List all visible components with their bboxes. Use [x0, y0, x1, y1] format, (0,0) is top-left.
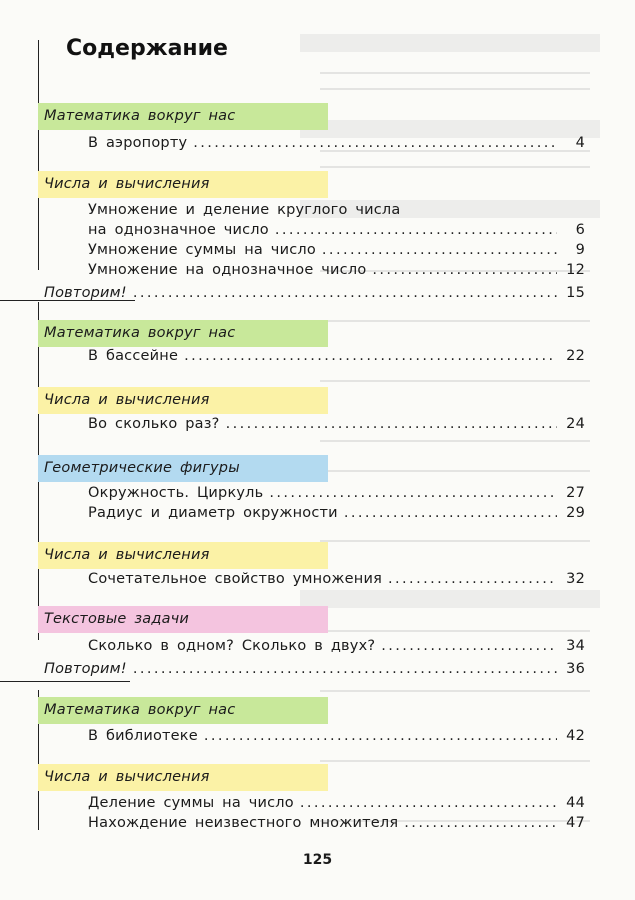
dot-leader — [269, 483, 557, 503]
dot-leader — [193, 133, 557, 153]
toc-entry-text: В бассейне — [88, 348, 179, 364]
dot-leader — [184, 346, 557, 366]
dot-leader — [300, 793, 557, 813]
toc-entry-pool[interactable] — [88, 346, 585, 366]
section-header-numbers: Числа и вычисления — [38, 387, 328, 414]
dot-leader — [372, 260, 557, 280]
toc-entry-text: Умножение и деление круглого числа — [88, 202, 401, 218]
toc-entry-page: 24 — [566, 416, 585, 432]
toc-entry-page: 4 — [575, 135, 585, 151]
section-header-math-around: Математика вокруг нас — [38, 320, 328, 347]
toc-entry-sum-divide[interactable] — [88, 793, 585, 813]
toc-entry-text: Во сколько раз? — [88, 416, 220, 432]
toc-entry-page: 47 — [566, 815, 585, 831]
section-header-numbers: Числа и вычисления — [38, 764, 328, 791]
review-rule-2 — [0, 681, 130, 682]
section-header-math-around: Математика вокруг нас — [38, 697, 328, 724]
toc-entry-page: 6 — [575, 222, 585, 238]
dot-leader — [133, 283, 557, 303]
toc-review-2[interactable] — [44, 659, 585, 679]
toc-entry-circle-compass[interactable] — [88, 483, 585, 503]
toc-entry-how-many-times[interactable] — [88, 414, 585, 434]
toc-entry-text: Нахождение неизвестного множителя — [88, 815, 399, 831]
left-rule-1 — [38, 40, 39, 270]
section-header-word-problems: Текстовые задачи — [38, 606, 328, 633]
toc-entry-airport[interactable] — [88, 133, 585, 153]
toc-entry-page: 36 — [566, 661, 585, 677]
dot-leader — [133, 659, 557, 679]
toc-entry-text: В библиотеке — [88, 728, 198, 744]
toc-entry-text: В аэропорту — [88, 135, 188, 151]
section-header-geometry: Геометрические фигуры — [38, 455, 328, 482]
dot-leader — [226, 414, 557, 434]
toc-entry-library[interactable] — [88, 726, 585, 746]
toc-entry-one-two[interactable] — [88, 636, 585, 656]
dot-leader — [388, 569, 557, 589]
toc-entry-text: на однозначное число — [88, 222, 269, 238]
toc-entry-page: 34 — [566, 638, 585, 654]
toc-entry-radius-diameter[interactable] — [88, 503, 585, 523]
page-title: Содержание — [66, 36, 228, 61]
toc-entry-page: 22 — [566, 348, 585, 364]
toc-entry-page: 15 — [566, 285, 585, 301]
dot-leader — [404, 813, 557, 833]
toc-entry-text: Сочетательное свойство умножения — [88, 571, 383, 587]
toc-entry-page: 27 — [566, 485, 585, 501]
dot-leader — [322, 240, 557, 260]
toc-entry-text: Радиус и диаметр окружности — [88, 505, 338, 521]
toc-entry-round-number[interactable] — [88, 220, 585, 240]
page-number: 125 — [302, 852, 333, 868]
review-label: Повторим! — [44, 285, 127, 301]
dot-leader — [381, 636, 557, 656]
toc-entry-unknown-factor[interactable] — [88, 813, 585, 833]
toc-review-1[interactable] — [44, 283, 585, 303]
toc-entry-text: Умножение на однозначное число — [88, 262, 367, 278]
section-header-math-around: Математика вокруг нас — [38, 103, 328, 130]
toc-entry-text: Умножение суммы на число — [88, 242, 316, 258]
toc-entry-text: Деление суммы на число — [88, 795, 294, 811]
toc-entry-page: 44 — [566, 795, 585, 811]
section-header-numbers: Числа и вычисления — [38, 171, 328, 198]
toc-entry-text: Сколько в одном? Сколько в двух? — [88, 638, 376, 654]
toc-entry-page: 42 — [566, 728, 585, 744]
toc-entry-page: 9 — [575, 242, 585, 258]
toc-entry-page: 29 — [566, 505, 585, 521]
dot-leader — [344, 503, 557, 523]
toc-entry-single-digit[interactable] — [88, 260, 585, 280]
dot-leader — [204, 726, 557, 746]
toc-entry-associative[interactable] — [88, 569, 585, 589]
toc-entry-sum-multiply[interactable] — [88, 240, 585, 260]
toc-entry-page: 32 — [566, 571, 585, 587]
toc-entry-page: 12 — [566, 262, 585, 278]
review-label: Повторим! — [44, 661, 127, 677]
toc-entry-text: Окружность. Циркуль — [88, 485, 264, 501]
section-header-numbers: Числа и вычисления — [38, 542, 328, 569]
dot-leader — [275, 220, 557, 240]
